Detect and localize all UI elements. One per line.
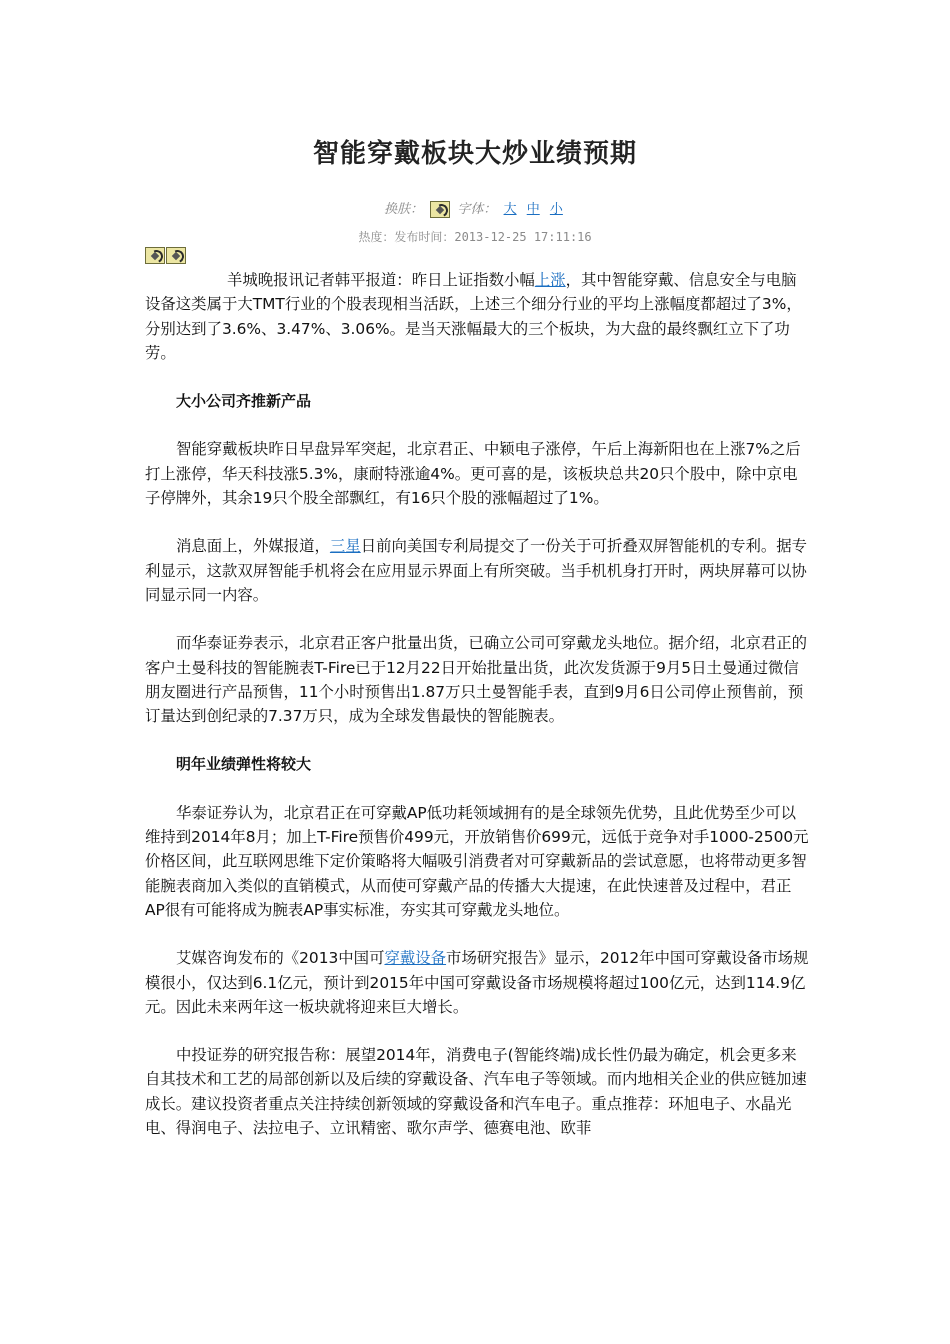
share-icon[interactable]	[166, 247, 186, 264]
publish-info: 热度：发布时间：2013-12-25 17:11:16	[358, 230, 592, 244]
paragraph-1: 羊城晚报讯记者韩平报道：昨日上证指数小幅上涨，其中智能穿戴、信息安全与电脑设备这类属于大TMT行业的个股表现相当活跃，上述三个细分行业的平均上涨幅度都超过了3%，分别达到了3.6%、3.47%、3.06%。是当天涨幅最大的三个板块，为大盘的最终飘红立下了功劳。	[145, 271, 802, 362]
paragraph-4: 而华泰证券表示，北京君正客户批量出货，已确立公司可穿戴龙头地位。据介绍，北京君正的客户土曼科技的智能腕表T-Fire已于12月22日开始批量出货，此次发货源于9月5日土曼通过微信朋友圈进行产品预售，11个小时预售出1.87万只土曼智能手表，直到9月6日公司停止预售前，预订量达到创纪录的7.37万只，成为全球发售最快的智能腕表。	[145, 634, 808, 726]
section-heading-1: 大小公司齐推新产品	[176, 392, 312, 411]
paragraph-6: 艾媒咨询发布的《2013中国可穿戴设备市场研究报告》显示，2012年中国可穿戴设备市场规模很小，仅达到6.1亿元，预计到2015年中国可穿戴设备市场规模将超过100亿元，达到114.9亿元。因此未来两年这一板块就将迎来巨大增长。	[145, 949, 809, 1016]
link-samsung[interactable]: 三星	[329, 537, 361, 556]
paragraph-7: 中投证券的研究报告称：展望2014年，消费电子(智能终端)成长性仍最为确定，机会更多来自其技术和工艺的局部创新以及后续的穿戴设备、汽车电子等领域。而内地相关企业的供应链加速成长。建议投资者重点关注持续创新领域的穿戴设备和汽车电子。重点推荐：环旭电子、水晶光电、得润电子、法拉电子、立讯精密、歌尔声学、德赛电池、欧菲	[145, 1046, 807, 1138]
section-heading-2: 明年业绩弹性将较大	[176, 755, 312, 774]
skin-switch-icon[interactable]	[430, 201, 450, 218]
toolbar-meta	[0, 198, 950, 218]
font-size-large-link[interactable]: 大	[503, 202, 517, 217]
link-shangzhang[interactable]: 上涨	[534, 271, 566, 289]
share-icon[interactable]	[145, 247, 165, 264]
article-body	[145, 268, 810, 1164]
paragraph-2: 智能穿戴板块昨日早盘异军突起，北京君正、中颖电子涨停，午后上海新阳也在上涨7%之后打上涨停，华天科技涨5.3%，康耐特涨逾4%。更可喜的是，该板块总共20只个股中，除中京电子停牌外，其余19只个股全部飘红，有16只个股的涨幅超过了1%。	[145, 440, 801, 508]
paragraph-5: 华泰证券认为，北京君正在可穿戴AP低功耗领域拥有的是全球领先优势，且此优势至少可以维持到2014年8月；加上T-Fire预售价499元，开放销售价699元，远低于竞争对手1000-2500元价格区间，此互联网思维下定价策略将大幅吸引消费者对可穿戴新品的尝试意愿，也将带动更多智能腕表商加入类似的直销模式，从而使可穿戴产品的传播大大提速，在此快速普及过程中，君正AP很有可能将成为腕表AP事实标准，夯实其可穿戴龙头地位。	[145, 803, 809, 919]
link-wearable-devices[interactable]: 穿戴设备	[384, 949, 447, 968]
icon-row	[145, 245, 186, 264]
font-label: 字体：	[457, 202, 497, 217]
article-title: 智能穿戴板块大炒业绩预期	[312, 139, 637, 169]
paragraph-3: 消息面上，外媒报道，三星日前向美国专利局提交了一份关于可折叠双屏智能机的专利。据专利显示，这款双屏智能手机将会在应用显示界面上有所突破。当手机机身打开时，两块屏幕可以协同显示同一内容。	[145, 537, 808, 604]
skin-label: 换肤：	[384, 202, 424, 217]
font-size-small-link[interactable]: 小	[549, 202, 563, 217]
font-size-medium-link[interactable]: 中	[526, 202, 540, 217]
